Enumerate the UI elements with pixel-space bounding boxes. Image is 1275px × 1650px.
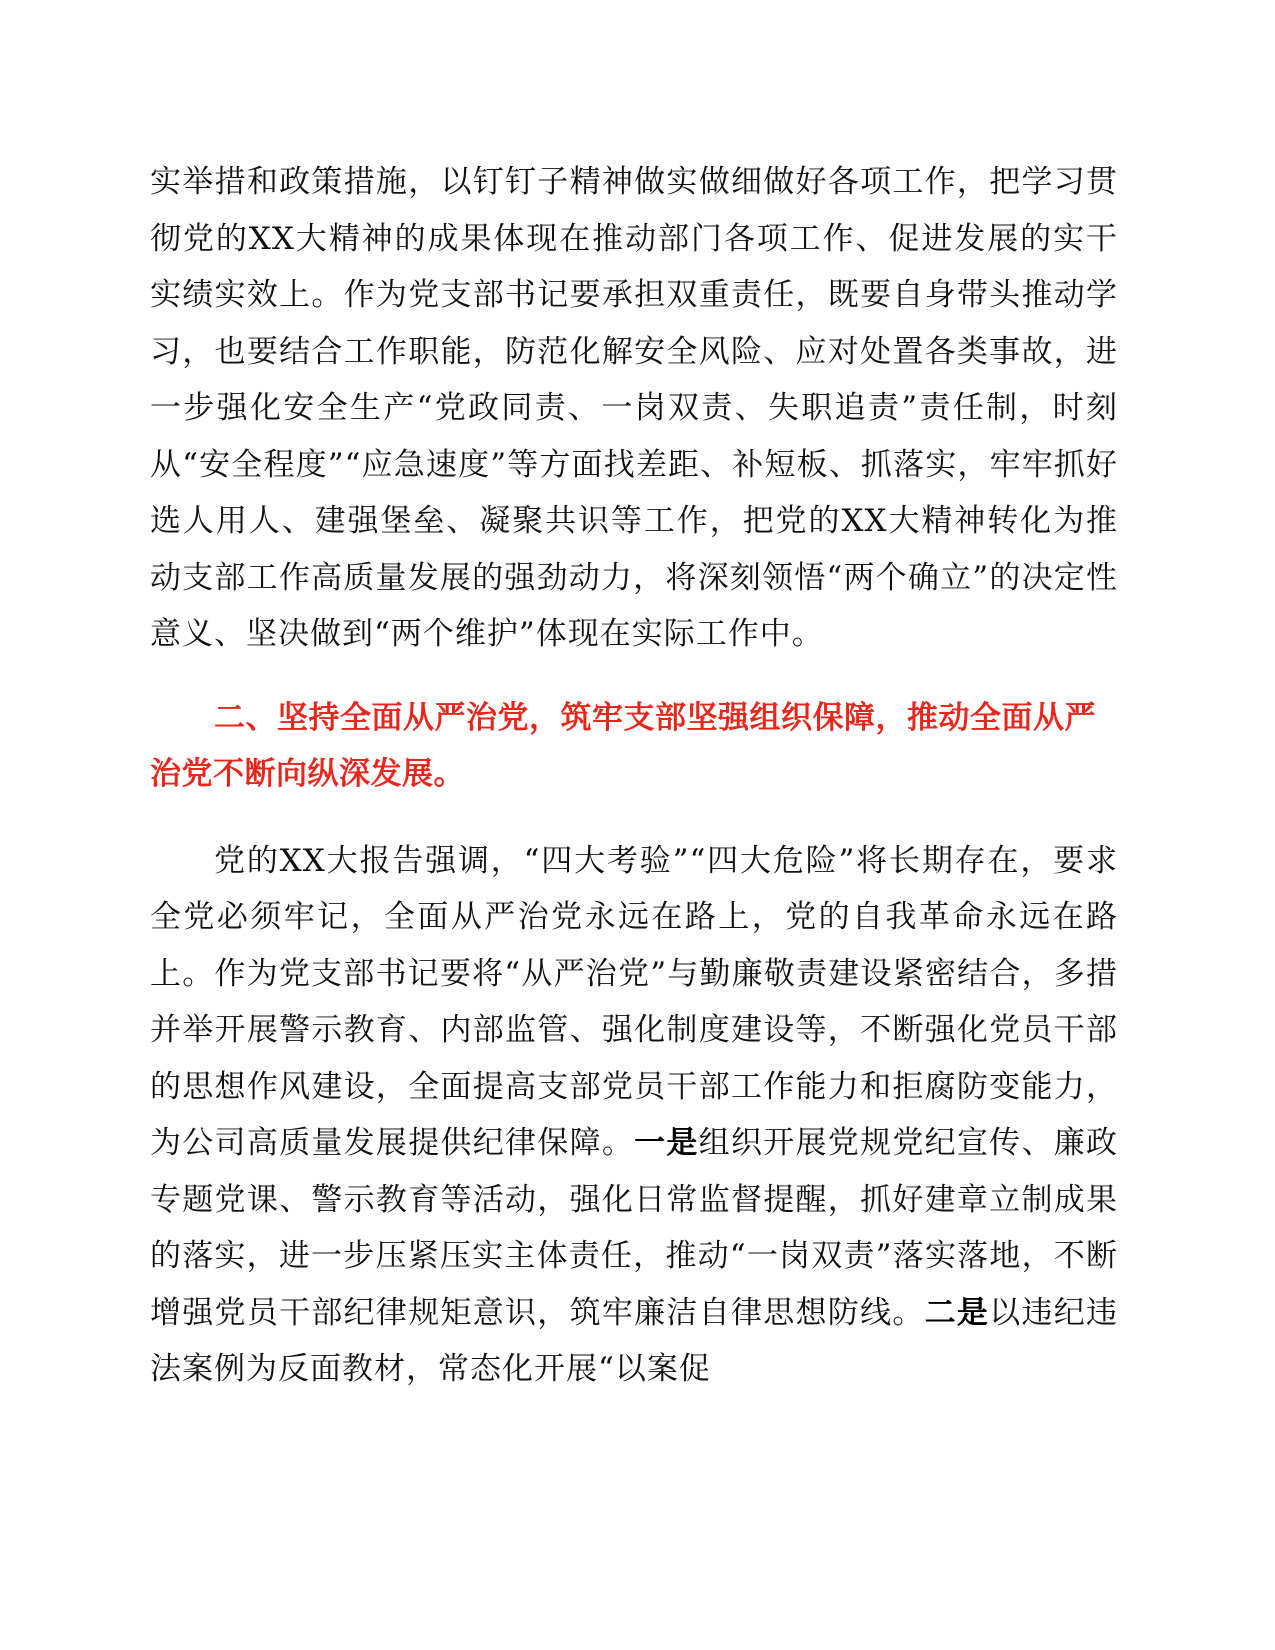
paragraph-2-text-1: 党的XX大报告强调，“四大考验”“四大危险”将长期存在，要求全党必须牢记，全面从严治党永远在路上，党的自我革命永远在路上。作为党支部书记要将“从严治党”与勤廉敬责建设紧密结合，多措并举开展警示教育、内部监管、强化制度建设等，不断强化党员干部的思想作风建设，全面提高支部党员干部工作能力和拒腐防变能力，为公司高质量发展提供纪律保障。 — [150, 842, 1118, 1161]
paragraph-2-text-3: 以违纪违法案例为反面教材，常态化开展“以案促 — [150, 1294, 1119, 1387]
document-body — [150, 154, 1118, 1398]
body-paragraph-2 — [150, 833, 1118, 1398]
paragraph-2-bold-marker-1: 一是 — [634, 1125, 699, 1161]
section-heading-2: 二、坚持全面从严治党，筑牢支部坚强组织保障，推动全面从严治党不断向纵深发展。 — [150, 699, 1096, 792]
paragraph-2-bold-marker-2: 二是 — [924, 1294, 990, 1331]
body-paragraph-1: 实举措和政策措施，以钉钉子精神做实做细做好各项工作，把学习贯彻党的XX大精神的成果体现在推动部门各项工作、促进发展的实干实绩实效上。作为党支部书记要承担双重责任，既要自身带头推动学习，也要结合工作职能，防范化解安全风险、应对处置各类事故，进一步强化安全生产“党政同责、一岗双责、失职追责”责任制，时刻从“安全程度”“应急速度”等方面找差距、补短板、抓落实，牢牢抓好选人用人、建强堡垒、凝聚共识等工作，把党的XX大精神转化为推动支部工作高质量发展的强劲动力，将深刻领悟“两个确立”的决定性意义、坚决做到“两个维护”体现在实际工作中。 — [150, 164, 1118, 652]
paragraph-2-text-2: 组织开展党规党纪宣传、廉政专题党课、警示教育等活动，强化日常监督提醒，抓好建章立制成果的落实，进一步压紧压实主体责任，推动“一岗双责”落实落地，不断增强党员干部纪律规矩意识，筑牢廉洁自律思想防线。 — [150, 1125, 1119, 1331]
